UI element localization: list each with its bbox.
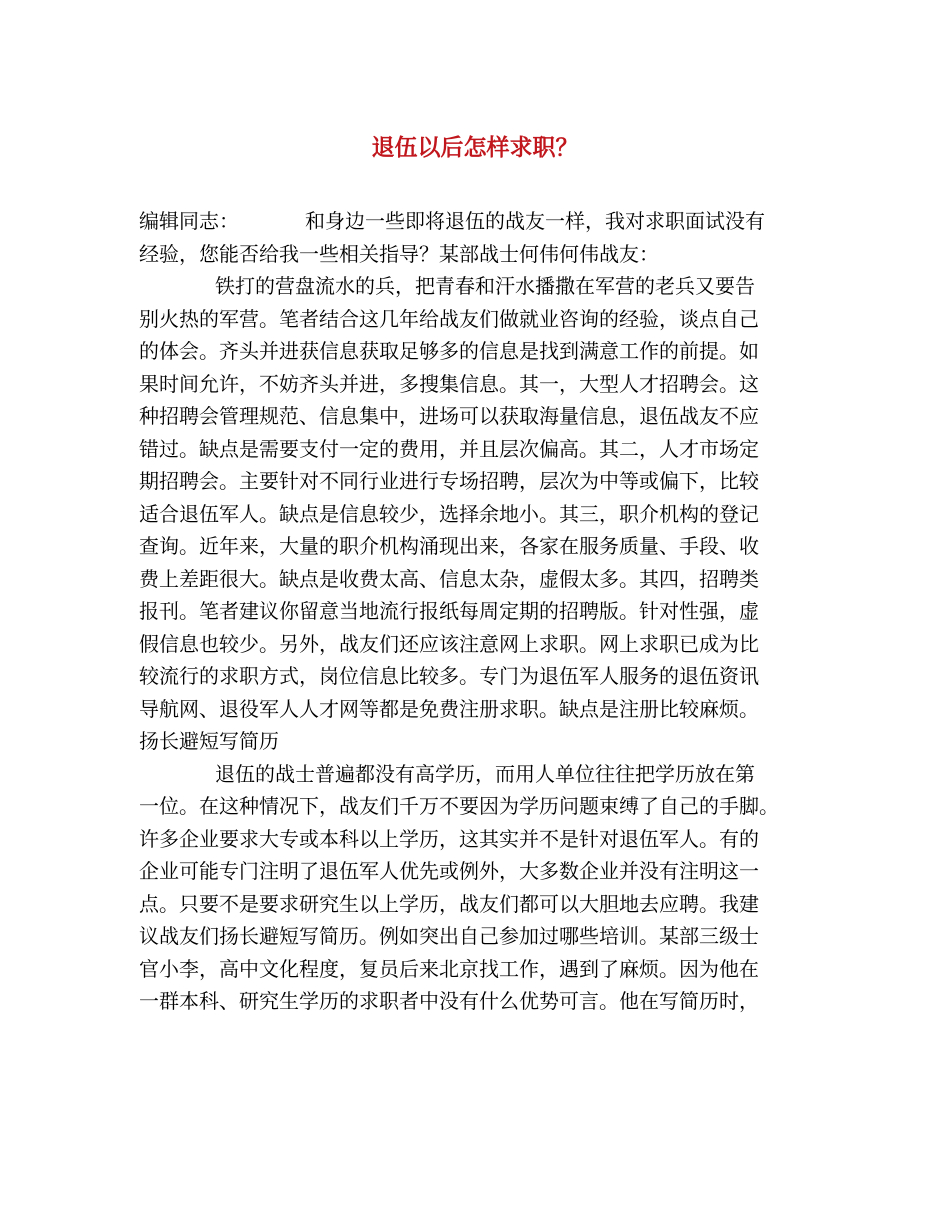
text-line: 适合退伍军人。缺点是信息较少，选择余地小。其三，职介机构的登记 [139,501,759,526]
text-line [139,205,811,238]
section-heading-paragraph [139,725,811,758]
text-line: 错过。缺点是需要支付一定的费用，并且层次偏高。其二，人才市场定 [139,436,759,461]
text-line: 较流行的求职方式，岗位信息比较多。专门为退伍军人服务的退伍资讯 [139,664,759,688]
line-text: 退伍的战士普遍都没有高学历，而用人单位往往把学历放在第 [215,761,755,786]
text-line [139,758,811,791]
document-body [139,205,811,1018]
text-line: 的体会。齐头并进获信息获取足够多的信息是找到满意工作的前提。如 [139,339,759,363]
paragraph-resume [139,758,811,1018]
text-line: 种招聘会管理规范、信息集中，进场可以获取海量信息，退伍战友不应 [139,404,759,428]
text-line: 点。只要不是要求研究生以上学历，战友们都可以大胆地去应聘。我建 [139,891,759,916]
text-line: 一位。在这种情况下，战友们千万不要因为学历问题束缚了自己的手脚。 [139,794,779,818]
text-line: 费上差距很大。缺点是收费太高、信息太杂，虚假太多。其四，招聘类 [139,566,759,591]
text-line: 假信息也较少。另外，战友们还应该注意网上求职。网上求职已成为比 [139,631,759,656]
text-line: 议战友们扬长避短写简历。例如突出自己参加过哪些培训。某部三级士 [139,924,759,948]
text-line: 报刊。笔者建议你留意当地流行报纸每周定期的招聘版。针对性强，虚 [139,599,759,623]
letter-salutation: 编辑同志： [139,209,239,233]
paragraph-information [139,270,811,725]
line-text: 铁打的营盘流水的兵，把青春和汗水播撒在军营的老兵又要告 [215,274,755,298]
text-line: 果时间允许，不妨齐头并进，多搜集信息。其一，大型人才招聘会。这 [139,371,759,396]
letter-text: 和身边一些即将退伍的战友一样，我对求职面试没有 [305,209,765,233]
text-line: 官小李，高中文化程度，复员后来北京找工作，遇到了麻烦。因为他在 [139,956,759,981]
text-line: 许多企业要求大专或本科以上学历，这其实并不是针对退伍军人。有的 [139,826,759,851]
text-line: 导航网、退役军人人才网等都是免费注册求职。缺点是注册比较麻烦。 [139,696,759,721]
text-line [139,270,811,303]
letter-paragraph [139,205,811,270]
text-line: 一群本科、研究生学历的求职者中没有什么优势可言。他在写简历时， [139,989,759,1013]
text-line: 查询。近年来，大量的职介机构涌现出来，各家在服务质量、手段、收 [139,534,759,558]
text-line: 企业可能专门注明了退伍军人优先或例外，大多数企业并没有注明这一 [139,859,759,883]
text-line: 期招聘会。主要针对不同行业进行专场招聘，层次为中等或偏下，比较 [139,469,759,493]
document-title: 退伍以后怎样求职？ [371,134,579,161]
section-heading: 扬长避短写简历 [139,729,279,753]
text-line: 经验，您能否给我一些相关指导？某部战士何伟何伟战友： [139,241,659,266]
text-line: 别火热的军营。笔者结合这几年给战友们做就业咨询的经验，谈点自己 [139,306,759,331]
